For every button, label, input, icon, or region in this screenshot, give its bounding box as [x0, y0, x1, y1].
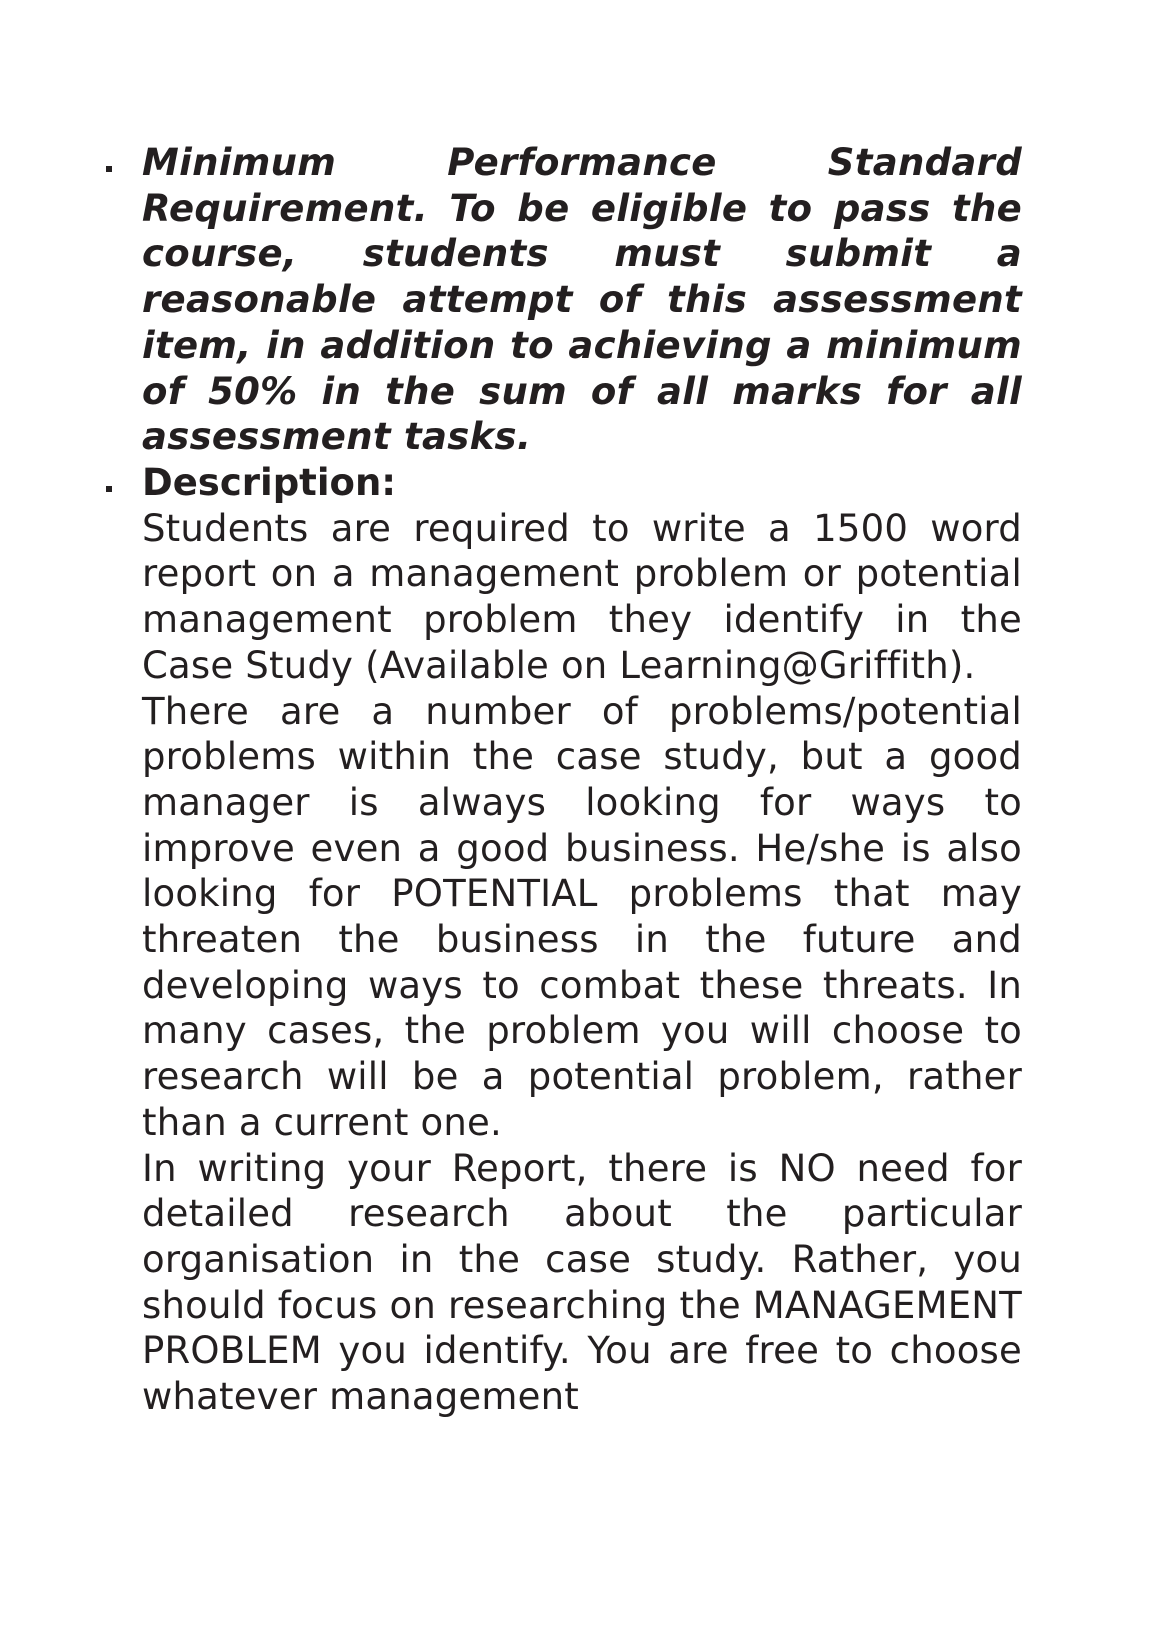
- description-paragraph-2: There are a number of problems/potential problems within the case study, but a good manager is always looking for ways to improve even a good business. He/she is also looking for POTENTIAL problems that may threaten the business in the future and developing ways to combat these threats. In many cases, the problem you will choose to research will be a potential problem, rather than a current one.: [142, 689, 1022, 1144]
- bullet-icon: [106, 166, 112, 172]
- list-item-body: [142, 460, 1022, 1420]
- list-item-description: [98, 460, 1022, 1420]
- description-paragraph-1: Students are required to write a 1500 word report on a management problem or potential management problem they identify in the Case Study (Available on Learning@Griffith).: [142, 506, 1022, 687]
- description-heading: Description:: [142, 461, 397, 504]
- list-item-body: [142, 140, 1022, 460]
- performance-standard-text: Minimum Performance Standard Requirement. To be eligible to pass the course, students must submit a reasonable attempt of this assessment item, in addition to achieving a minimum of 50% in the sum of all marks for all assessment tasks.: [142, 141, 1022, 459]
- bullet-icon: [106, 486, 112, 492]
- list-item-performance-standard: [98, 140, 1022, 460]
- description-paragraph-3: In writing your Report, there is NO need for detailed research about the particular organisation in the case study. Rather, you should focus on researching the MANAGEMENT PROBLEM you identify. You are free to choose whatever management: [142, 1146, 1022, 1419]
